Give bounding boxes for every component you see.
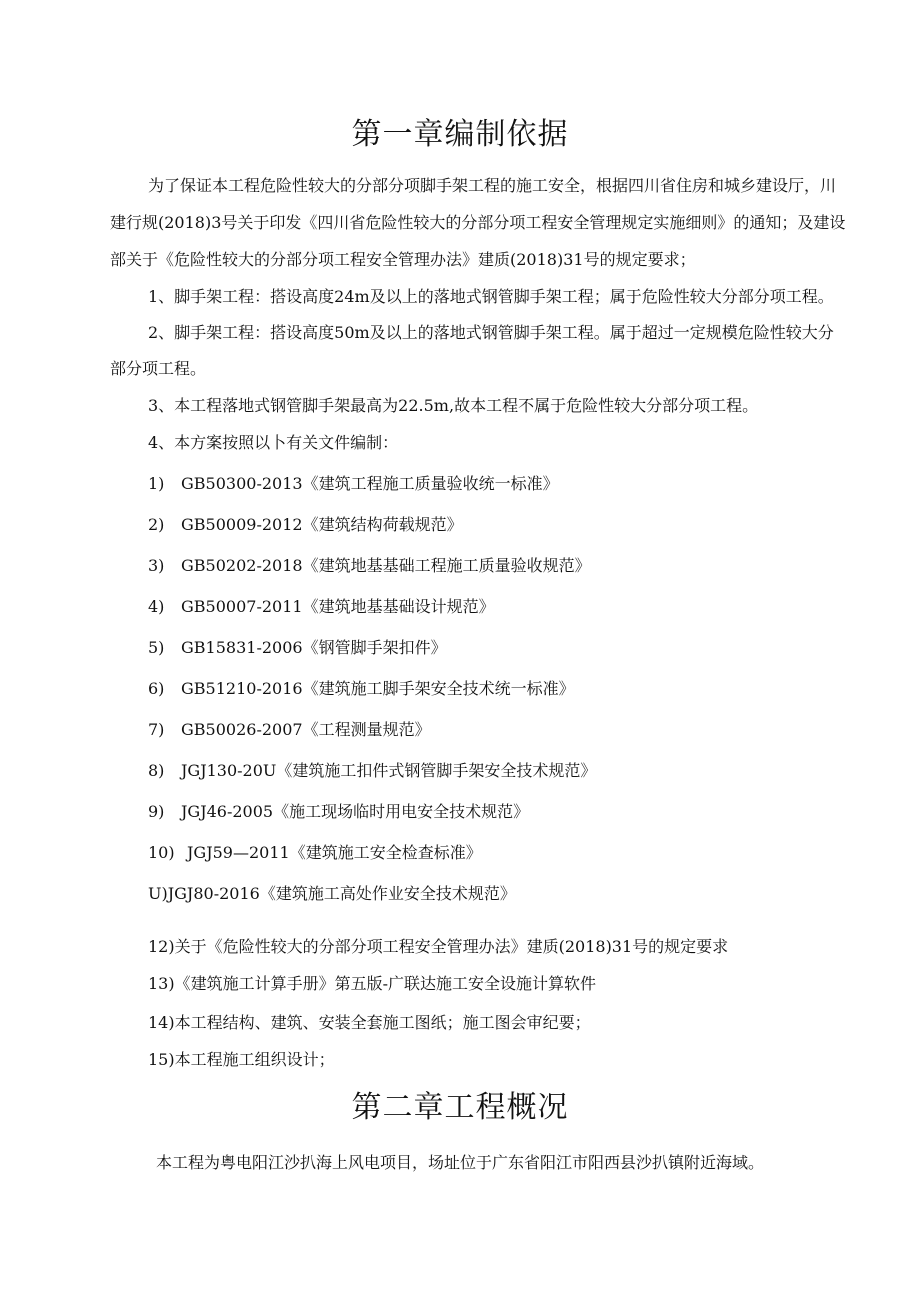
item-2-line-2: 部分项工程。 xyxy=(110,359,207,378)
reference-item-15: 15)本工程施工组织设计； xyxy=(148,1050,335,1069)
reference-text: JGJ130-20U《建筑施工扣件式钢管脚手架安全技术规范》 xyxy=(181,761,597,780)
chapter-2-body: 本工程为粤电阳江沙扒海上风电项目，场址位于广东省阳江市阳西县沙扒镇附近海域。 xyxy=(156,1153,765,1172)
reference-number: 4) xyxy=(148,597,165,616)
chapter-1-title: 第一章编制依据 xyxy=(351,117,569,152)
reference-text: GB51210-2016《建筑施工脚手架安全技术统一标准》 xyxy=(181,679,575,698)
reference-number: 9) xyxy=(148,802,165,821)
item-4: 4、本方案按照以卜有关文件编制： xyxy=(148,433,399,452)
reference-number: 3) xyxy=(148,556,165,575)
reference-item xyxy=(148,596,495,618)
item-1: 1、脚手架工程：搭设高度24m及以上的落地式钢管脚手架工程；属于危险性较大分部分项工程。 xyxy=(148,287,834,306)
reference-text: GB50202-2018《建筑地基基础工程施工质量验收规范》 xyxy=(181,556,591,575)
reference-text: JGJ46-2005《施工现场临时用电安全技术规范》 xyxy=(181,802,530,821)
intro-line-3: 部关于《危险性较大的分部分项工程安全管理办法》建质(2018)31号的规定要求； xyxy=(110,250,696,269)
reference-item-13: 13)《建筑施工计算手册》第五版-广联达施工安全设施计算软件 xyxy=(148,974,597,993)
reference-number: 6) xyxy=(148,679,165,698)
reference-text: GB15831-2006《钢管脚手架扣件》 xyxy=(181,638,447,657)
reference-number: 10) xyxy=(148,843,175,862)
reference-number: 2) xyxy=(148,515,165,534)
reference-item xyxy=(148,637,447,659)
reference-item xyxy=(148,678,575,700)
reference-text: GB50026-2007《工程测量规范》 xyxy=(181,720,431,739)
reference-item-14: 14)本工程结构、建筑、安装全套施工图纸；施工图会审纪要； xyxy=(148,1013,591,1032)
item-2-line-1: 2、脚手架工程：搭设高度50m及以上的落地式钢管脚手架工程。属于超过一定规模危险性较大分 xyxy=(148,323,834,342)
reference-item xyxy=(148,514,463,536)
item-3: 3、本工程落地式钢管脚手架最高为22.5m,故本工程不属于危险性较大分部分项工程。 xyxy=(148,396,759,415)
reference-number: 5) xyxy=(148,638,165,657)
reference-number: 1) xyxy=(148,474,165,493)
intro-line-1: 为了保证本工程危险性较大的分部分项脚手架工程的施工安全，根据四川省住房和城乡建设厅，川 xyxy=(148,176,837,195)
reference-item xyxy=(148,555,591,577)
reference-item xyxy=(148,760,596,782)
reference-item-12: 12)关于《危险性较大的分部分项工程安全管理办法》建质(2018)31号的规定要求 xyxy=(148,937,729,956)
reference-item xyxy=(148,719,431,741)
reference-text: GB50007-2011《建筑地基基础设计规范》 xyxy=(181,597,495,616)
reference-text: GB50300-2013《建筑工程施工质量验收统一标准》 xyxy=(181,474,559,493)
reference-text: JGJ59—2011《建筑施工安全检查标准》 xyxy=(187,843,482,862)
reference-item xyxy=(148,842,482,864)
reference-item-11: U)JGJ80-2016《建筑施工高处作业安全技术规范》 xyxy=(148,884,516,903)
reference-item xyxy=(148,473,559,495)
reference-number: 8) xyxy=(148,761,165,780)
intro-line-2: 建行规(2018)3号关于印发《四川省危险性较大的分部分项工程安全管理规定实施细则》的通知；及建设 xyxy=(110,213,846,232)
reference-number: 7) xyxy=(148,720,165,739)
chapter-2-title: 第二章工程概况 xyxy=(351,1090,569,1125)
reference-item xyxy=(148,801,529,823)
reference-text: GB50009-2012《建筑结构荷载规范》 xyxy=(181,515,463,534)
